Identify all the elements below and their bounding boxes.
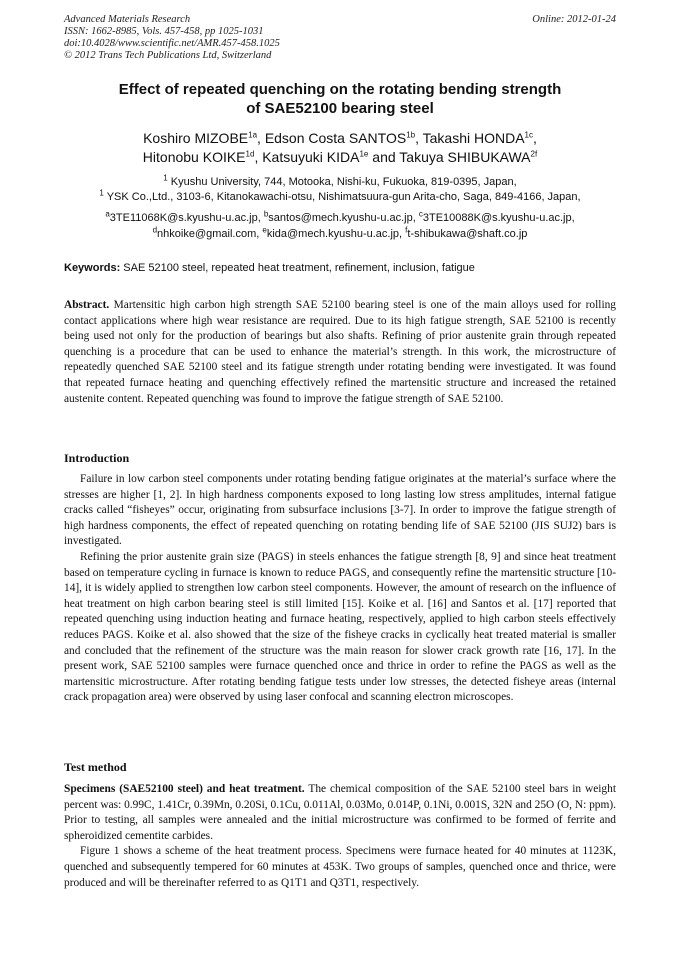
affiliation-2 — [54, 190, 626, 205]
author-list — [54, 129, 626, 167]
affiliation-1 — [54, 175, 626, 190]
email-line-1 — [54, 210, 626, 226]
author-name: Takashi HONDA — [422, 130, 525, 146]
introduction-paragraph-1: Failure in low carbon steel components under rotating bending fatigue originates at the material’s surface where the stresses are higher [1, 2]. In high hardness components exposed to long lasting low stress amplitudes, internal fatigue cracks called “fisheyes” occur, originating from subsurface inclusions [3-7]. In order to improve the fatigue strength of high hardness components, the effect of repeated quenching on rotating bending life of SAE 52100 (JIS SUJ2) bars is investigated. — [64, 473, 616, 548]
email-sup: c — [418, 209, 423, 219]
email-sup: f — [405, 225, 408, 235]
affiliation-text: YSK Co.,Ltd., 3103-6, Kitanokawachi-otsu, Nishimatsuura-gun Arita-cho, Saga, 849-4166, Japan, — [103, 191, 581, 203]
test-method-paragraph-2: Figure 1 shows a scheme of the heat treatment process. Specimens were furnace heated for 40 minutes at 1123K, quenched and subsequently tempered for 60 minutes at 453K. Two groups of samples, quenched once and thrice, were produced and will be thereinafter referred to as Q1T1 and Q3T1, respectively. — [64, 845, 616, 889]
author-affil-sup: 1d — [245, 149, 255, 159]
test-method-paragraph-1-text: The chemical composition of the SAE 52100 steel bars in weight percent was: 0.99C, 1.41Cr, 0.39Mn, 0.20Si, 0.1Cu, 0.011Al, 0.03Mo, 0.014P, 0.1Ni, 0.001S, 32N and 25O (O, N: ppm). Prior to testing, all samples were annealed and the initial microstructure was confirmed to be formed of ferrite and spheroidized cementite carbides. — [64, 783, 616, 842]
keywords-label: Keywords: — [64, 262, 121, 274]
author-separator: , — [254, 149, 263, 165]
author-separator: and — [368, 149, 400, 165]
email-address[interactable]: santos@mech.kyushu-u.ac.jp, — [268, 212, 419, 224]
email-sup: d — [152, 225, 158, 235]
email-sup: e — [262, 225, 267, 235]
abstract-text: Martensitic high carbon high strength SAE 52100 bearing steel is one of the main alloys used for rolling contact applications where high wear resistance are required. Due to its high fatigue strength, SAE 52100 is recently being used not only for the production of bearings but also shafts. Refining of prior austenite grain through repeated quenching is a procedure that can be used to enhance the material’s strength. In this work, the microstructure of repeatedly quenched SAE 52100 steel and its fatigue strength under rotating bending were investigated. It was found that repeated furnace heating and quenching effectively refined the martensitic structure and increased the retained austenite content. Repeated quenching was found to improve the fatigue strength of SAE 52100. — [64, 299, 616, 405]
test-method-heading: Test method — [64, 760, 127, 774]
doi-line: doi:10.4028/www.scientific.net/AMR.457-458.1025 — [64, 38, 280, 49]
email-sup: a — [105, 209, 110, 219]
author-separator: , — [257, 130, 265, 146]
email-line-2 — [54, 226, 626, 242]
author-name: Takuya SHIBUKAWA — [399, 149, 531, 165]
author-line-1 — [54, 129, 626, 148]
affiliations — [54, 175, 626, 205]
email-sup: b — [263, 209, 269, 219]
author-name: Edson Costa SANTOS — [264, 130, 407, 146]
author-affil-sup: 2f — [530, 149, 538, 159]
author-affil-sup: 1a — [248, 130, 258, 140]
keywords — [64, 261, 616, 276]
author-emails — [54, 210, 626, 242]
email-address[interactable]: t-shibukawa@shaft.co.jp — [407, 228, 528, 240]
journal-name: Advanced Materials Research — [64, 14, 191, 25]
author-separator: , — [533, 130, 537, 146]
author-name: Koshiro MIZOBE — [143, 130, 249, 146]
email-address[interactable]: 3TE11068K@s.kyushu-u.ac.jp, — [109, 212, 264, 224]
abstract-label: Abstract. — [64, 299, 110, 311]
affiliation-sup: 1 — [99, 188, 104, 198]
author-separator: , — [415, 130, 423, 146]
issn-line: ISSN: 1662-8985, Vols. 457-458, pp 1025-1031 — [64, 26, 264, 37]
author-name: Katsuyuki KIDA — [262, 149, 360, 165]
author-affil-sup: 1e — [359, 149, 369, 159]
title-line-1: Effect of repeated quenching on the rotating bending strength — [118, 81, 562, 98]
email-address[interactable]: nhkoike@gmail.com, — [157, 228, 263, 240]
journal-header — [64, 14, 616, 62]
paper-title — [64, 80, 616, 118]
online-date: Online: 2012-01-24 — [532, 14, 616, 25]
introduction-section — [64, 472, 616, 706]
email-address[interactable]: 3TE10088K@s.kyushu-u.ac.jp, — [422, 212, 575, 224]
title-line-2: of SAE52100 bearing steel — [246, 100, 434, 117]
test-method-paragraph-1 — [64, 782, 616, 844]
author-affil-sup: 1c — [524, 130, 533, 140]
introduction-heading: Introduction — [64, 451, 130, 465]
abstract — [64, 298, 616, 407]
affiliation-sup: 1 — [163, 173, 168, 183]
keywords-text: SAE 52100 steel, repeated heat treatment, refinement, inclusion, fatigue — [120, 262, 475, 274]
author-affil-sup: 1b — [406, 130, 416, 140]
introduction-paragraph-2: Refining the prior austenite grain size (PAGS) in steels enhances the fatigue strength [8, 9] and since heat treatment based on temperature cycling in furnace is known to reduce PAGS, and consequently refine the martensitic structure [10-14], it is widely applied to strengthen low carbon steel components. However, the amount of research on the influence of heat treatment on high carbon bearing steel is still limited [15]. Koike et al. [16] and Santos et al. [17] reported that repeated quenching using induction heating and furnace heating, respectively, applied to high carbon steels effectively reduces PAGS. Koike et al. also showed that the size of the fisheye cracks in cyclically heat treated material is smaller and concluded that the refinement of the structure was the main reason for slower crack growth rate [16, 17]. In the present work, SAE 52100 samples were furnace quenched once and thrice in order to refine the PAGS as well as the martensitic microstructure. After rotating bending fatigue tests under low stresses, the detected fisheye areas (internal crack propagation area) were observed by using laser confocal and scanning electron microscopes. — [64, 550, 616, 704]
subsection-label: Specimens (SAE52100 steel) and heat treatment. — [64, 783, 305, 795]
author-line-2 — [54, 148, 626, 167]
author-name: Hitonobu KOIKE — [142, 149, 246, 165]
test-method-section — [64, 782, 616, 891]
affiliation-text: Kyushu University, 744, Motooka, Nishi-ku, Fukuoka, 819-0395, Japan, — [167, 176, 517, 188]
copyright-line: © 2012 Trans Tech Publications Ltd, Switzerland — [64, 50, 272, 61]
email-address[interactable]: kida@mech.kyushu-u.ac.jp, — [266, 228, 406, 240]
